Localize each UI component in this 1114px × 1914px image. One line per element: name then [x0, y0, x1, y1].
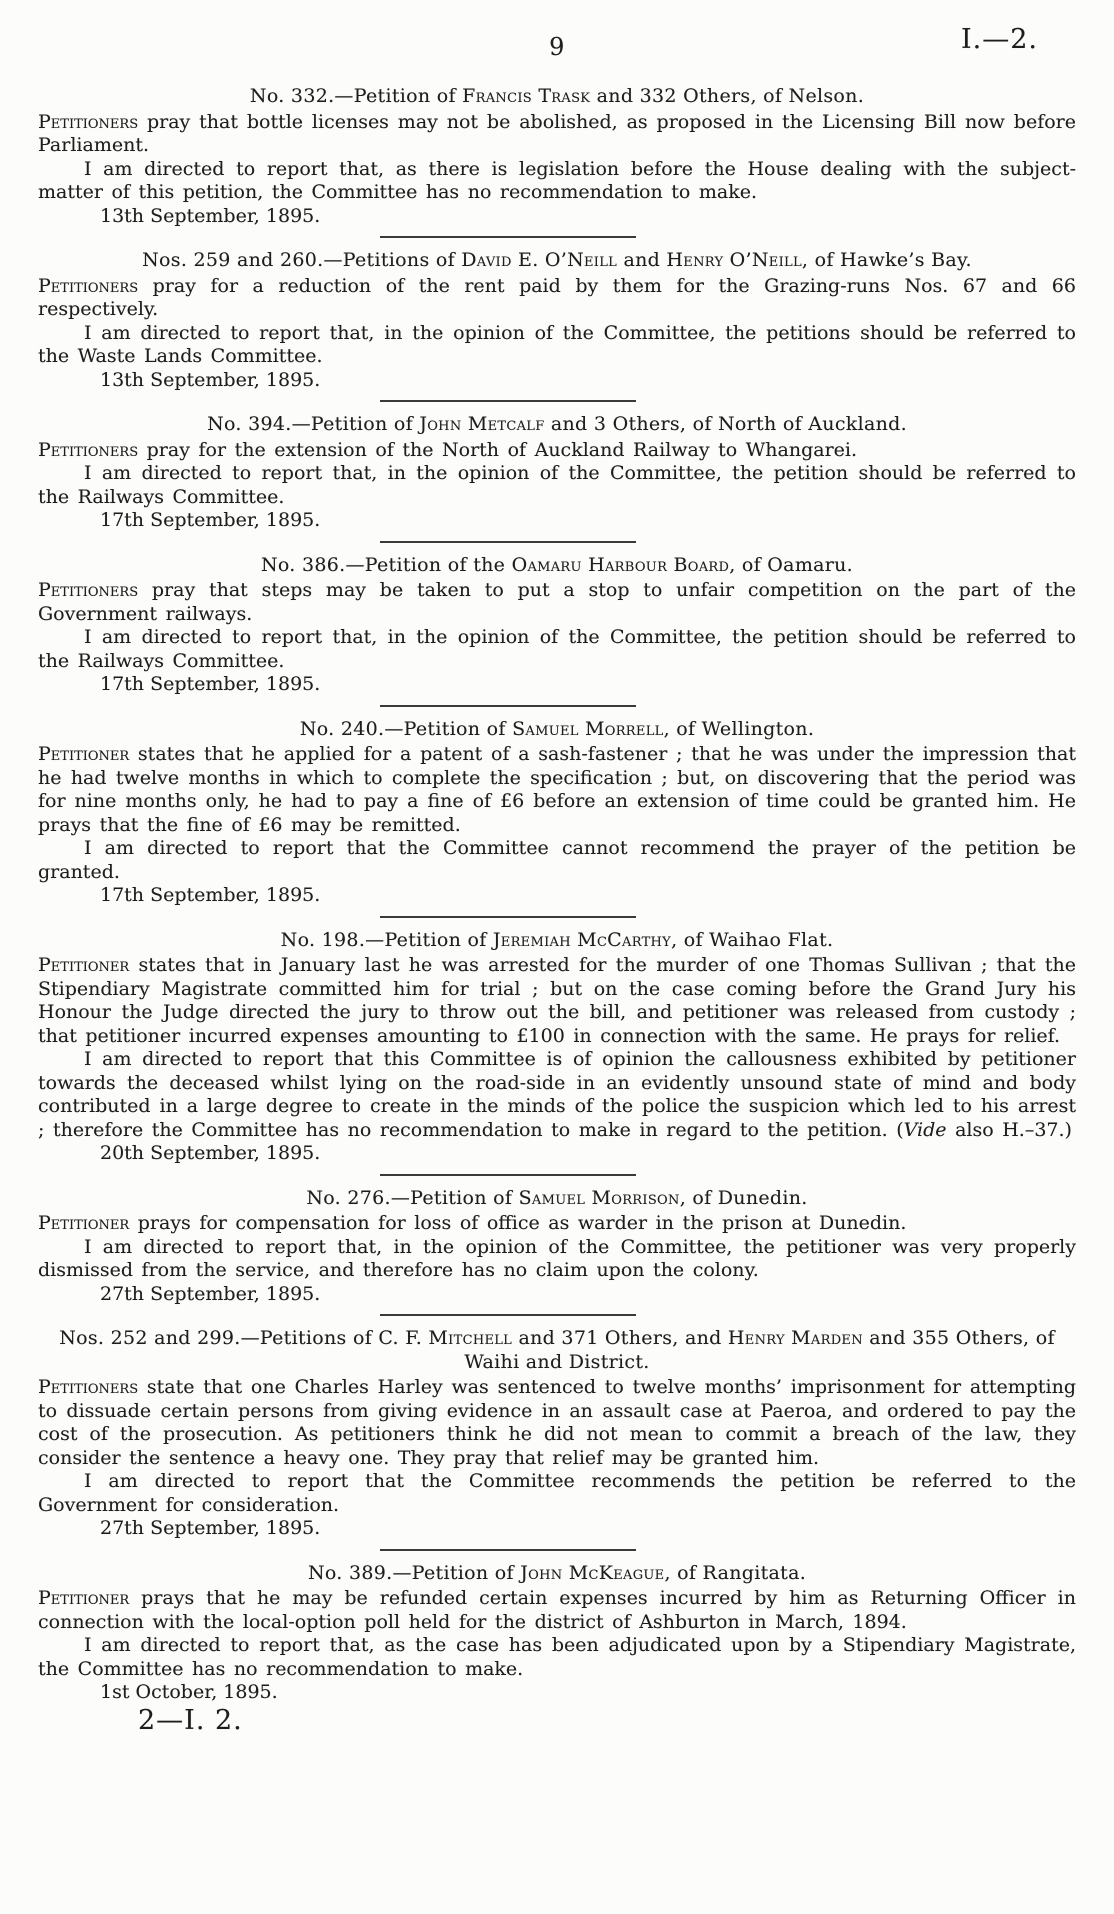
- heading-text: , of Hawke’s Bay.: [801, 249, 972, 271]
- italic-text: Vide: [903, 1118, 947, 1141]
- section-heading: [38, 413, 1076, 437]
- heading-text: Nos. 252 and 299.—Petitions of: [59, 1327, 379, 1349]
- paragraph-text: I am directed to report that, in the opinion of the Committee, the petition should be referred to the Railways Committee.: [38, 626, 1076, 672]
- paragraph-text: I am directed to report that the Committee cannot recommend the prayer of the petition be granted.: [38, 837, 1076, 883]
- section-heading: [38, 85, 1076, 109]
- section-paragraph: [38, 743, 1076, 837]
- petition-section: [38, 1187, 1076, 1307]
- heading-text: and 355 Others, of Waihi and District.: [464, 1327, 1055, 1373]
- section-divider: [380, 400, 636, 402]
- paragraph-text: I am directed to report that, in the opinion of the Committee, the petitions should be referred to the Waste Lands Committee.: [38, 321, 1076, 367]
- paragraph-text: pray for a reduction of the rent paid by them for the Grazing-runs Nos. 67 and 66 respectively.: [38, 274, 1076, 320]
- heading-text: and 3 Others, of North of Auckland.: [544, 413, 907, 435]
- name-smallcaps: John McKeague: [520, 1561, 665, 1584]
- section-date: 17th September, 1895.: [100, 884, 321, 906]
- name-smallcaps: Samuel Morrell: [512, 717, 664, 740]
- section-divider: [380, 1314, 636, 1316]
- section-date: 1st October, 1895.: [100, 1681, 278, 1703]
- heading-text: No. 332.—Petition of: [249, 85, 463, 107]
- section-paragraph: [38, 158, 1076, 205]
- section-divider: [380, 705, 636, 707]
- petition-section: [38, 1327, 1076, 1541]
- heading-text: and: [617, 249, 667, 271]
- section-heading: [38, 1327, 1076, 1374]
- heading-text: No. 240.—Petition of: [299, 717, 513, 740]
- section-paragraph: [38, 837, 1076, 884]
- section-paragraph: [38, 1236, 1076, 1283]
- heading-text: and 371 Others, and: [512, 1327, 728, 1349]
- section-paragraph: [38, 275, 1076, 322]
- heading-text: , of Waihao Flat.: [671, 928, 834, 951]
- paragraph-text: pray that steps may be taken to put a stop to unfair competition on the part of the Government railways.: [38, 579, 1076, 625]
- section-paragraph: [38, 1587, 1076, 1634]
- section-heading: [38, 249, 1076, 273]
- section-date: 27th September, 1895.: [100, 1517, 321, 1539]
- name-smallcaps: C. F. Mitchell: [378, 1327, 513, 1349]
- section-heading: [38, 1562, 1076, 1586]
- name-smallcaps: Jeremiah McCarthy: [492, 928, 672, 951]
- section-heading: [38, 1187, 1076, 1211]
- section-paragraph: [38, 462, 1076, 509]
- section-divider: [380, 236, 636, 238]
- section-divider: [380, 541, 636, 543]
- heading-text: , of Wellington.: [663, 717, 815, 740]
- name-smallcaps: Petitioner: [38, 954, 130, 976]
- section-divider: [380, 916, 636, 918]
- name-smallcaps: Petitioners: [38, 1376, 139, 1398]
- paragraph-text: pray that bottle licenses may not be abolished, as proposed in the Licensing Bill now before Parliament.: [38, 110, 1076, 156]
- paragraph-text: state that one Charles Harley was sentenced to twelve months’ imprisonment for attempting to dissuade certain persons from giving evidence in an assault case at Paeroa, and ordered to pay the cost of the prosecution. As petitioners think he did not mean to commit a breach of the law, they consider the sentence a heavy one. They pray that relief may be granted him.: [38, 1376, 1076, 1469]
- paragraph-text: I am directed to report that, as there is legislation before the House dealing with the subject-matter of this petition, the Committee has no recommendation to make.: [38, 157, 1076, 203]
- petition-section: [38, 1562, 1076, 1705]
- heading-text: Nos. 259 and 260.—Petitions of: [142, 249, 462, 271]
- heading-text: No. 276.—Petition of: [306, 1186, 519, 1209]
- name-smallcaps: Petitioners: [38, 438, 139, 461]
- name-smallcaps: Francis Trask: [462, 85, 591, 107]
- paragraph-text: states that in January last he was arrested for the murder of one Thomas Sullivan ; that the Stipendiary Magistrate committed him for trial ; but on the case coming before the Grand Jury his Honour the Judge directed the jury to throw out the bill, and petitioner was released from custody ; that petitioner incurred expenses amounting to £100 in connection with the same. He prays for relief.: [38, 954, 1076, 1047]
- heading-text: No. 386.—Petition of the: [260, 553, 512, 576]
- petition-section: [38, 249, 1076, 392]
- section-date: 13th September, 1895.: [100, 204, 321, 227]
- section-paragraph: [38, 439, 1076, 463]
- section-paragraph: [38, 954, 1076, 1048]
- paragraph-text: I am directed to report that, in the opinion of the Committee, the petition should be referred to the Railways Committee.: [38, 462, 1076, 508]
- name-smallcaps: Petitioner: [38, 1587, 130, 1609]
- footer-signature: 2—I. 2.: [138, 1704, 243, 1736]
- section-paragraph: [38, 1376, 1076, 1470]
- section-date: 20th September, 1895.: [100, 1142, 321, 1164]
- section-divider: [380, 1174, 636, 1176]
- sections: [38, 85, 1076, 1705]
- section-heading: [38, 929, 1076, 953]
- paper-reference: I.—2.: [960, 24, 1038, 55]
- paragraph-text: prays for compensation for loss of office as warder in the prison at Dunedin.: [129, 1212, 907, 1234]
- heading-text: , of Rangitata.: [664, 1561, 807, 1584]
- paragraph-text: states that he applied for a patent of a sash-fastener ; that he was under the impression that he had twelve months in which to complete the specification ; but, on discovering that the period was for nine months only, he had to pay a fine of £6 before an extension of time could be granted him. He prays that the fine of £6 may be remitted.: [38, 743, 1076, 836]
- petition-section: [38, 929, 1076, 1166]
- petition-section: [38, 413, 1076, 533]
- heading-text: , of Oamaru.: [729, 553, 854, 576]
- paragraph-text: I am directed to report that, in the opinion of the Committee, the petitioner was very properly dismissed from the service, and therefore has no claim upon the colony.: [38, 1235, 1076, 1281]
- name-smallcaps: Henry Marden: [727, 1327, 863, 1349]
- name-smallcaps: Petitioners: [38, 110, 139, 133]
- section-paragraph: [38, 1634, 1076, 1681]
- petition-section: [38, 554, 1076, 697]
- name-smallcaps: John Metcalf: [419, 413, 545, 435]
- paragraph-text: prays that he may be refunded certain expenses incurred by him as Returning Officer in connection with the local-option poll held for the district of Ashburton in March, 1894.: [38, 1587, 1076, 1633]
- name-smallcaps: Petitioners: [38, 274, 139, 297]
- heading-text: No. 389.—Petition of: [307, 1561, 521, 1584]
- name-smallcaps: Petitioners: [38, 579, 139, 601]
- section-date: 17th September, 1895.: [100, 509, 321, 531]
- section-date: 27th September, 1895.: [100, 1282, 321, 1305]
- page-number: 9: [549, 33, 565, 61]
- paragraph-text: I am directed to report that the Committee recommends the petition be referred to the Government for consideration.: [38, 1470, 1076, 1516]
- petition-section: [38, 718, 1076, 908]
- section-paragraph: [38, 626, 1076, 673]
- section-heading: [38, 554, 1076, 578]
- section-paragraph: [38, 1048, 1076, 1142]
- section-paragraph: [38, 1212, 1076, 1236]
- name-smallcaps: Oamaru Harbour Board: [511, 553, 730, 576]
- section-heading: [38, 718, 1076, 742]
- section-paragraph: [38, 111, 1076, 158]
- name-smallcaps: David E. O’Neill: [461, 249, 618, 271]
- section-paragraph: [38, 1470, 1076, 1517]
- heading-text: , of Dunedin.: [679, 1186, 808, 1209]
- page-header: [38, 22, 1076, 74]
- name-smallcaps: Henry O’Neill: [666, 249, 802, 271]
- name-smallcaps: Samuel Morrison: [518, 1186, 680, 1209]
- heading-text: No. 198.—Petition of: [280, 928, 493, 951]
- paragraph-text: pray for the extension of the North of Auckland Railway to Whangarei.: [138, 438, 858, 461]
- section-paragraph: [38, 579, 1076, 626]
- paragraph-text: I am directed to report that this Committee is of opinion the callousness exhibited by petitioner towards the deceased whilst lying on the road-side in an evidently unsound state of mind and body contributed in a large degree to create in the minds of the police the suspicion which led to his arrest ; therefore the Committee has no recommendation to make in regard to the petition. (: [38, 1048, 1076, 1141]
- section-paragraph: [38, 322, 1076, 369]
- heading-text: and 332 Others, of Nelson.: [590, 85, 865, 107]
- name-smallcaps: Petitioner: [38, 1212, 130, 1234]
- section-date: 17th September, 1895.: [100, 673, 321, 695]
- section-date: 13th September, 1895.: [100, 368, 321, 391]
- paragraph-text: I am directed to report that, as the case has been adjudicated upon by a Stipendiary Magistrate, the Committee has no recommendation to make.: [38, 1634, 1076, 1680]
- paragraph-text: also H.–37.): [946, 1118, 1072, 1141]
- heading-text: No. 394.—Petition of: [207, 413, 420, 435]
- petition-section: [38, 85, 1076, 228]
- section-divider: [380, 1549, 636, 1551]
- name-smallcaps: Petitioner: [38, 743, 130, 765]
